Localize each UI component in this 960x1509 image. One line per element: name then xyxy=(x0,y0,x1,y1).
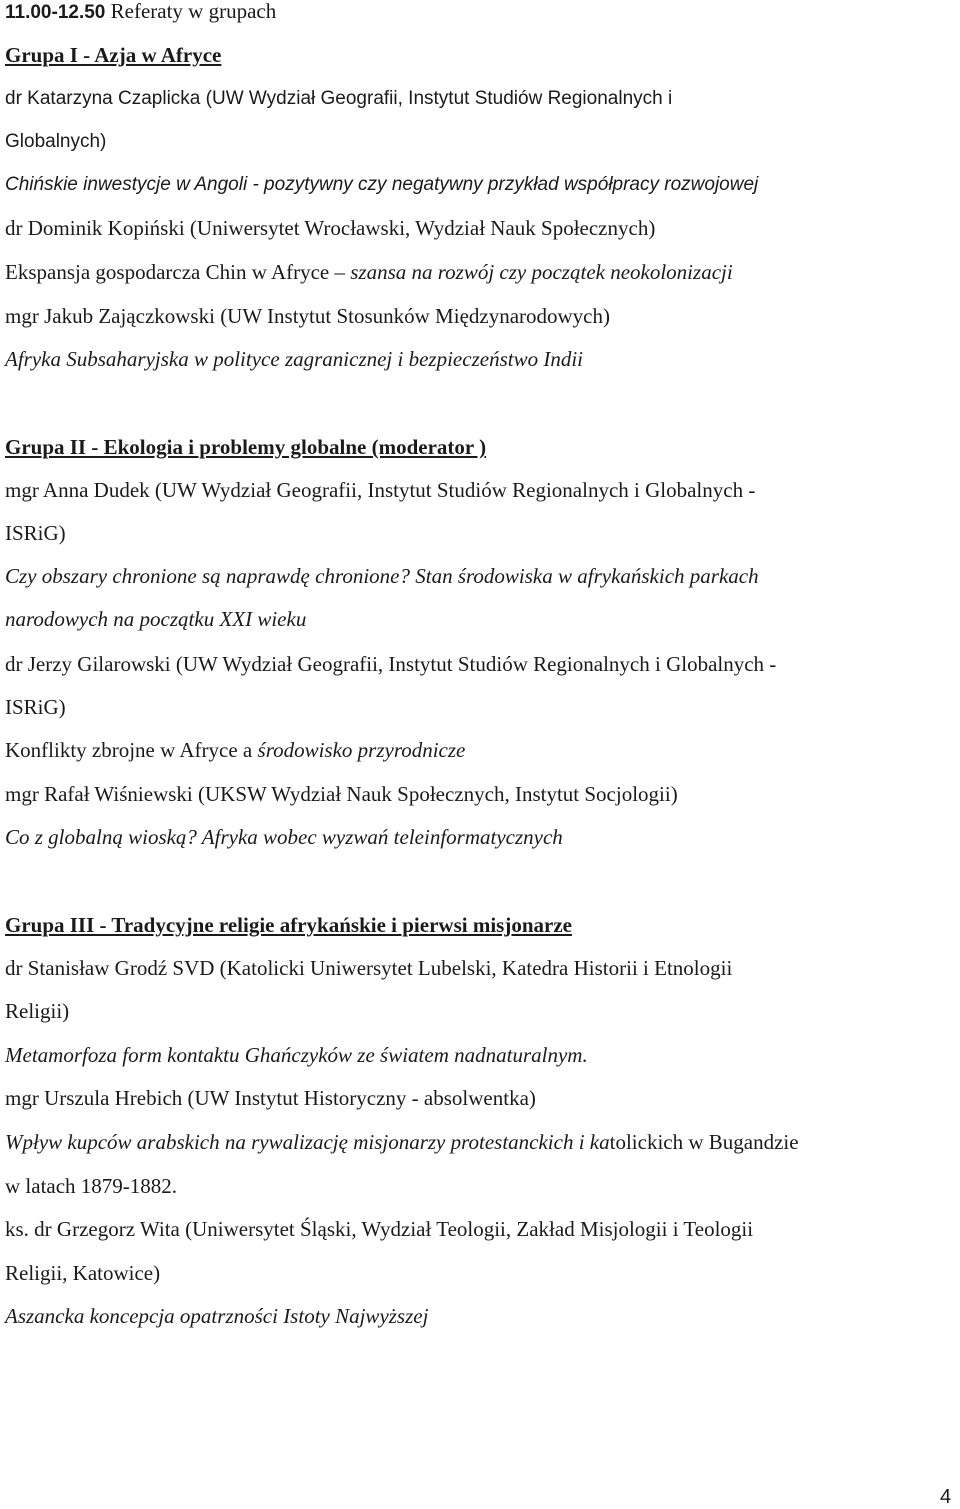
group3-talk1-title: Metamorfoza form kontaktu Ghańczyków ze światem nadnaturalnym. xyxy=(5,1043,588,1067)
group2-heading: Grupa II - Ekologia i problemy globalne (moderator ) xyxy=(5,435,487,459)
group2-talk2-title-part2: środowisko przyrodnicze xyxy=(257,738,466,762)
group1-speaker1-affiliation-cont: Globalnych) xyxy=(5,131,107,152)
group3-talk2-title xyxy=(5,1129,799,1155)
group3-talk2-title-part2: tolickich w Bugandzie xyxy=(609,1130,799,1154)
group1-talk2-title-part1: Ekspansja gospodarcza Chin w Afryce – xyxy=(5,260,351,284)
group1-talk2-title-part2: szansa na rozwój czy początek neokolonizacji xyxy=(350,260,733,284)
group2-speaker1-affiliation-cont: ISRiG) xyxy=(5,521,66,545)
group1-talk1-title: Chińskie inwestycje w Angoli - pozytywny czy negatywny przykład współpracy rozwojowej xyxy=(5,174,759,195)
page-number: 4 xyxy=(940,1486,952,1508)
group3-talk2-title-part1: Wpływ kupców arabskich na rywalizację misjonarzy protestanckich i ka xyxy=(5,1130,610,1154)
group2-talk1-title-part2: Stan środowiska w afrykańskich parkach xyxy=(415,564,759,588)
group2-talk3-title: Co z globalną wioską? Afryka wobec wyzwań teleinformatycznych xyxy=(5,825,563,849)
session-label: Referaty w grupach xyxy=(105,0,277,23)
session-header xyxy=(5,0,276,26)
group1-speaker2-affiliation: dr Dominik Kopiński (Uniwersytet Wrocławski, Wydział Nauk Społecznych) xyxy=(5,216,656,240)
group3-speaker3-affiliation: ks. dr Grzegorz Wita (Uniwersytet Śląski, Wydział Teologii, Zakład Misjologii i Teologii xyxy=(5,1217,754,1241)
group2-talk1-title-part1: Czy obszary chronione są naprawdę chronione? xyxy=(5,564,416,588)
group2-talk1-title xyxy=(5,563,759,589)
group2-speaker1-affiliation: mgr Anna Dudek (UW Wydział Geografii, Instytut Studiów Regionalnych i Globalnych - xyxy=(5,478,756,502)
group3-speaker2-affiliation: mgr Urszula Hrebich (UW Instytut Historyczny - absolwentka) xyxy=(5,1086,536,1110)
group3-talk3-title: Aszancka koncepcja opatrzności Istoty Najwyższej xyxy=(5,1304,429,1328)
group3-talk2-title-cont: w latach 1879-1882. xyxy=(5,1174,178,1198)
group2-speaker3-affiliation: mgr Rafał Wiśniewski (UKSW Wydział Nauk Społecznych, Instytut Socjologii) xyxy=(5,782,678,806)
group2-talk2-title xyxy=(5,737,465,763)
group1-talk2-title xyxy=(5,259,733,285)
group3-heading: Grupa III - Tradycyjne religie afrykańskie i pierwsi misjonarze xyxy=(5,913,572,937)
group1-speaker1-affiliation: dr Katarzyna Czaplicka (UW Wydział Geografii, Instytut Studiów Regionalnych i xyxy=(5,88,673,109)
group1-talk3-title: Afryka Subsaharyjska w polityce zagranicznej i bezpieczeństwo Indii xyxy=(5,347,583,371)
group2-speaker2-affiliation: dr Jerzy Gilarowski (UW Wydział Geografii, Instytut Studiów Regionalnych i Globalnych - xyxy=(5,652,777,676)
group3-speaker3-affiliation-cont: Religii, Katowice) xyxy=(5,1261,161,1285)
group2-talk1-title-cont: narodowych na początku XXI wieku xyxy=(5,607,307,631)
group1-heading: Grupa I - Azja w Afryce xyxy=(5,43,222,67)
group1-speaker3-affiliation: mgr Jakub Zajączkowski (UW Instytut Stosunków Międzynarodowych) xyxy=(5,304,611,328)
group2-speaker2-affiliation-cont: ISRiG) xyxy=(5,695,66,719)
group3-speaker1-affiliation: dr Stanisław Grodź SVD (Katolicki Uniwersytet Lubelski, Katedra Historii i Etnologii xyxy=(5,956,733,980)
group2-talk2-title-part1: Konflikty zbrojne w Afryce a xyxy=(5,738,258,762)
group3-speaker1-affiliation-cont: Religii) xyxy=(5,999,70,1023)
session-time: 11.00-12.50 xyxy=(5,2,106,23)
